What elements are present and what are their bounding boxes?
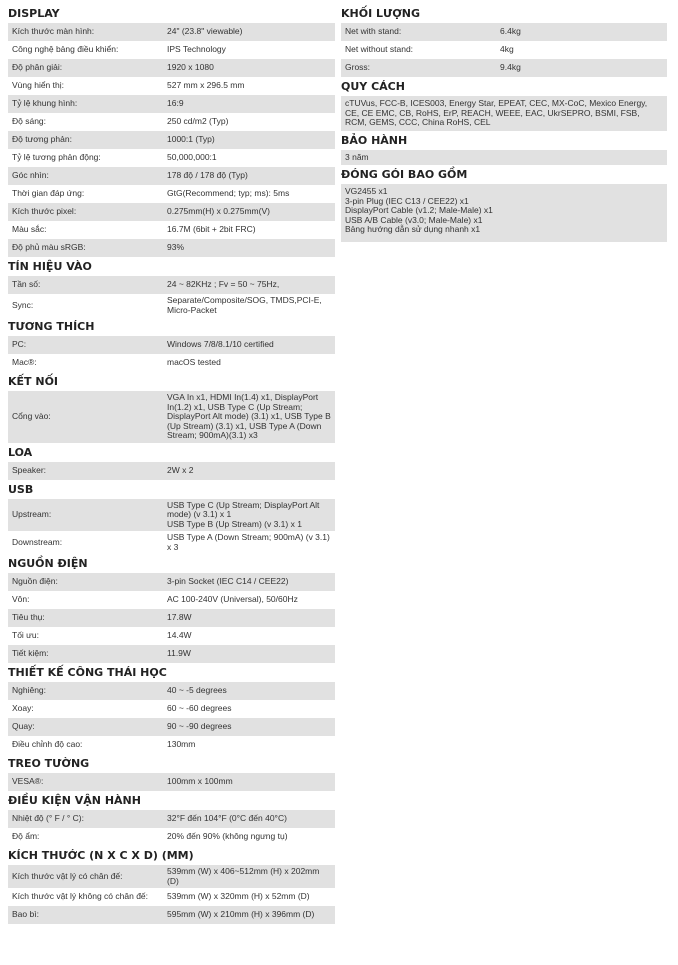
spec-row <box>8 294 335 317</box>
spec-value: 0.275mm(H) x 0.275mm(V) <box>167 206 270 217</box>
spec-label: Downstream: <box>12 536 63 547</box>
spec-label: Thời gian đáp ứng: <box>12 188 85 199</box>
spec-text: VG2455 x1 3-pin Plug (IEC C13 / CEE22) x1 DisplayPort Cable (v1.2; Male-Male) x1 USB A/B Cable (v3.0; Male-Male) x1 Bảng hướng dẫn sử dụng nhanh x1 <box>341 184 667 242</box>
spec-value: 539mm (W) x 406~512mm (H) x 202mm (D) <box>167 866 320 886</box>
spec-row <box>341 23 667 41</box>
spec-value: USB Type A (Down Stream; 900mA) (v 3.1) x 3 <box>167 532 330 552</box>
spec-label: Mac®: <box>12 357 37 368</box>
spec-row <box>8 888 335 906</box>
spec-row <box>341 59 667 77</box>
spec-row <box>8 609 335 627</box>
spec-value: macOS tested <box>167 357 221 368</box>
spec-row <box>8 354 335 372</box>
section-title: NGUỒN ĐIỆN <box>8 557 88 570</box>
spec-label: Kích thước vật lý không có chân đế: <box>12 891 149 902</box>
spec-row <box>8 682 335 700</box>
section-loa <box>8 443 335 480</box>
spec-value: 250 cd/m2 (Typ) <box>167 116 229 127</box>
spec-label: Tiết kiệm: <box>12 648 49 659</box>
section-title: BẢO HÀNH <box>341 133 408 147</box>
spec-label: Tần số: <box>12 279 41 290</box>
left-spec-column <box>8 4 335 924</box>
spec-value: GtG(Recommend; typ; ms): 5ms <box>167 188 290 199</box>
spec-row <box>8 113 335 131</box>
spec-label: Bao bì: <box>12 909 39 920</box>
section-nguon-dien <box>8 554 335 663</box>
spec-value: 50,000,000:1 <box>167 152 217 163</box>
spec-row <box>8 828 335 846</box>
spec-value: 1920 x 1080 <box>167 62 214 73</box>
section-dong-goi-bao-gom <box>341 165 667 242</box>
spec-label: Nhiệt độ (° F / ° C): <box>12 813 84 824</box>
spec-row <box>8 645 335 663</box>
section-tuong-thich <box>8 317 335 372</box>
spec-label: Độ ẩm: <box>12 831 40 842</box>
spec-label: Upstream: <box>12 509 52 519</box>
spec-label: Độ sáng: <box>12 116 47 127</box>
spec-value: 4kg <box>500 44 514 55</box>
section-dieu-kien-van-hanh <box>8 791 335 846</box>
section-tin-hieu-vao <box>8 257 335 317</box>
section-title: TÍN HIỆU VÀO <box>8 260 92 273</box>
spec-row <box>8 41 335 59</box>
spec-row <box>8 531 335 554</box>
spec-row <box>8 95 335 113</box>
spec-label: Nghiêng: <box>12 685 47 696</box>
spec-row <box>8 23 335 41</box>
spec-label: Cổng vào: <box>12 411 51 421</box>
section-title: ĐIỀU KIỆN VẬN HÀNH <box>8 794 141 807</box>
section-title: THIẾT KẾ CÔNG THÁI HỌC <box>8 666 167 679</box>
spec-value: 17.8W <box>167 612 192 623</box>
spec-value: 2W x 2 <box>167 464 194 475</box>
spec-row <box>8 810 335 828</box>
spec-row <box>8 276 335 294</box>
spec-label: Độ phủ màu sRGB: <box>12 242 86 253</box>
spec-label: Điều chỉnh độ cao: <box>12 739 83 750</box>
spec-text: cTUVus, FCC-B, ICES003, Energy Star, EPEAT, CEC, MX-CoC, Mexico Energy, CE, CE EMC, CB, RoHS, ErP, REACH, WEEE, EAC, UkrSEPRO, BSMI, FSB, RCM, GEMS, CCC, China RoHS, CEL <box>341 96 667 131</box>
spec-label: Tiêu thụ: <box>12 612 45 623</box>
spec-value: 90 ~ -90 degrees <box>167 721 232 732</box>
spec-row <box>8 59 335 77</box>
spec-label: Tối ưu: <box>12 630 39 641</box>
spec-value: IPS Technology <box>167 44 226 55</box>
spec-label: Góc nhìn: <box>12 170 49 181</box>
spec-label: Vôn: <box>12 594 30 605</box>
spec-row <box>341 41 667 59</box>
spec-label: Độ phân giải: <box>12 62 63 73</box>
section-kich-thuoc-n-x-c-x-d-mm <box>8 846 335 924</box>
spec-row <box>8 700 335 718</box>
section-title: TƯƠNG THÍCH <box>8 320 95 333</box>
section-thiet-ke-cong-thai-hoc <box>8 663 335 754</box>
section-usb <box>8 480 335 555</box>
spec-value: 178 độ / 178 độ (Typ) <box>167 170 248 181</box>
section-title: QUY CÁCH <box>341 80 405 93</box>
spec-value: 60 ~ -60 degrees <box>167 703 232 714</box>
spec-label: Nguồn điện: <box>12 576 58 587</box>
spec-row <box>8 865 335 888</box>
section-ket-noi <box>8 372 335 443</box>
spec-row <box>8 185 335 203</box>
spec-value: 100mm x 100mm <box>167 776 233 787</box>
spec-label: Xoay: <box>12 703 34 714</box>
spec-row <box>8 573 335 591</box>
spec-value: 14.4W <box>167 630 192 641</box>
spec-row <box>8 131 335 149</box>
spec-row <box>8 149 335 167</box>
spec-label: PC: <box>12 339 27 350</box>
section-bao-hanh <box>341 131 667 166</box>
spec-value: 6.4kg <box>500 26 521 37</box>
spec-label: Kích thước pixel: <box>12 206 77 217</box>
spec-row <box>8 736 335 754</box>
spec-value: 93% <box>167 242 185 253</box>
spec-value: 20% đến 90% (không ngưng tụ) <box>167 831 288 842</box>
spec-label: Vùng hiển thị: <box>12 80 64 91</box>
spec-row <box>8 77 335 95</box>
spec-value: 130mm <box>167 739 196 750</box>
spec-label: Speaker: <box>12 464 47 475</box>
spec-value: VGA In x1, HDMI In(1.4) x1, DisplayPort In(1.2) x1, USB Type C (Up Stream; DisplayPort Alt mode) (3.1) x1, USB Type B (Up Stream) (3.1) x1, USB Type A (Down Stream; 900mA)(3.1) x3 <box>167 392 331 440</box>
section-treo-tuong <box>8 754 335 791</box>
spec-label: Kích thước vật lý có chân đế: <box>12 870 123 881</box>
spec-label: Quay: <box>12 721 35 732</box>
section-title: KẾT NỐI <box>8 375 59 388</box>
section-title: KÍCH THƯỚC (N X C X D) (MM) <box>8 849 194 862</box>
spec-row <box>8 239 335 257</box>
spec-value: 9.4kg <box>500 62 521 73</box>
spec-row <box>8 221 335 239</box>
spec-value: 16.7M (6bit + 2bit FRC) <box>167 224 256 235</box>
spec-row <box>8 336 335 354</box>
spec-label: Màu sắc: <box>12 224 47 235</box>
spec-value: 539mm (W) x 320mm (H) x 52mm (D) <box>167 891 310 902</box>
section-display <box>8 4 335 257</box>
spec-row <box>8 499 335 532</box>
section-title: KHỐI LƯỢNG <box>341 7 421 20</box>
spec-row <box>8 203 335 221</box>
spec-value: USB Type C (Up Stream; DisplayPort Alt mode) (v 3.1) x 1 USB Type B (Up Stream) (v 3.1) x 1 <box>167 499 320 529</box>
spec-value: 3-pin Socket (IEC C14 / CEE22) <box>167 576 289 587</box>
spec-value: 1000:1 (Typ) <box>167 134 215 145</box>
section-title: TREO TƯỜNG <box>8 757 90 770</box>
section-title: ĐÓNG GÓI BAO GỒM <box>341 168 468 181</box>
spec-label: Kích thước màn hình: <box>12 26 95 37</box>
section-title: USB <box>8 482 34 496</box>
spec-label: Công nghệ bảng điều khiển: <box>12 44 119 55</box>
spec-label: Tỷ lệ khung hình: <box>12 98 78 109</box>
spec-row <box>8 718 335 736</box>
spec-row <box>8 462 335 480</box>
spec-label: Tỷ lệ tương phản động: <box>12 152 101 163</box>
spec-label: VESA®: <box>12 776 44 787</box>
spec-value: 24 ~ 82KHz ; Fv = 50 ~ 75Hz, <box>167 279 280 290</box>
spec-value: 11.9W <box>167 648 191 659</box>
section-title: DISPLAY <box>8 7 60 20</box>
spec-row <box>8 906 335 924</box>
spec-value: 527 mm x 296.5 mm <box>167 80 245 91</box>
spec-text: 3 năm <box>341 150 667 166</box>
section-title: LOA <box>8 445 33 459</box>
spec-label: Gross: <box>345 62 371 73</box>
spec-label: Net with stand: <box>345 26 402 37</box>
spec-value: 24" (23.8" viewable) <box>167 26 243 37</box>
spec-label: Độ tương phản: <box>12 134 72 145</box>
spec-value: 40 ~ -5 degrees <box>167 685 227 696</box>
spec-value: Separate/Composite/SOG, TMDS,PCI-E, Micro-Packet <box>167 295 322 315</box>
spec-value: 32°F đến 104°F (0°C đến 40°C) <box>167 813 287 824</box>
section-quy-cach <box>341 77 667 131</box>
spec-row <box>8 591 335 609</box>
spec-value: Windows 7/8/8.1/10 certified <box>167 339 274 350</box>
spec-value: AC 100-240V (Universal), 50/60Hz <box>167 594 298 605</box>
spec-row <box>8 391 335 443</box>
spec-row <box>8 627 335 645</box>
spec-value: 595mm (W) x 210mm (H) x 396mm (D) <box>167 909 315 920</box>
spec-label: Net without stand: <box>345 44 414 55</box>
spec-value: 16:9 <box>167 98 184 109</box>
spec-row <box>8 773 335 791</box>
section-khoi-luong <box>341 4 667 77</box>
spec-label: Sync: <box>12 299 34 310</box>
spec-row <box>8 167 335 185</box>
right-spec-column <box>341 4 667 242</box>
